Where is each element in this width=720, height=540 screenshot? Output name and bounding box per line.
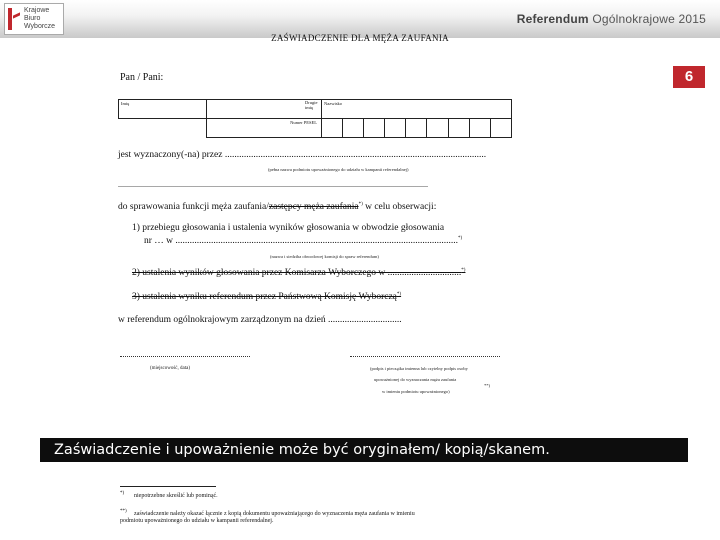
footnote-mark: *) [120,491,125,496]
salutation: Pan / Pani: [120,72,164,83]
place-date-caption: (miejscowość, data) [150,366,190,371]
footnote-2-continued [120,518,273,524]
item-3-line [132,292,401,302]
footnote-1 [120,491,218,499]
grid-spacer [119,119,207,138]
document-title: ZAŚWIADCZENIE DLA MĘŻA ZAUFANIA [271,33,449,43]
logo-line: Krajowe [24,7,50,14]
first-name-label: Imię [121,101,130,106]
pesel-label-cell [207,119,322,138]
item-3-text: 3) ustalenia wyniku referendum przez Państwową Komisję Wyborczą [132,292,397,303]
signature-caption-mark: **) [484,383,490,388]
surname-cell[interactable] [322,100,512,119]
referendum-date-line: w referendum ogólnokrajowym zarządzonym na dzień ............................... [118,315,402,325]
pesel-digit-cell[interactable] [364,119,385,138]
item-1-line-2 [144,236,462,246]
item-1-line-1: 1) przebiegu głosowania i ustalenia wyników głosowania w obwodzie głosowania [132,223,445,233]
footnote-text: niepotrzebne skreślić lub pominąć. [134,493,218,499]
appointed-by-dots: ........................................................................................................................................................... [118,180,428,189]
signature-caption-2: upoważnionej do wyznaczania męża zaufania [374,377,457,382]
footnote-2 [120,509,415,517]
footnote-mark: *) [458,236,463,241]
footnote-text: zaświadczenie należy okazać łącznie z kopią dokumentu upoważniającego do wyznaczenia męża zaufania w imieniu [134,511,415,517]
kbw-logo-icon [8,8,20,30]
pesel-digit-cell[interactable] [448,119,469,138]
logo-line: Biuro [24,15,41,22]
pesel-label: Numer PESEL [290,120,317,125]
function-text-end: w celu obserwacji: [362,202,437,213]
page-number-badge: 6 [673,66,705,88]
signature-caption-3: w imieniu podmiotu upoważnionego) [382,389,450,394]
appointed-by-caption: (pełna nazwa podmiotu upoważnionego do udziału w kampanii referendalnej) [268,167,409,172]
brand-title [517,12,706,26]
brand-rest: Ogólnokrajowe 2015 [592,12,706,26]
personal-data-grid [118,99,512,138]
notice-banner: Zaświadczenie i upoważnienie może być oryginałem/ kopią/skanem. [40,438,688,462]
first-name-cell[interactable] [119,100,207,119]
footnote-mark: *) [358,202,363,207]
function-line [118,202,436,212]
logo-text [24,7,55,31]
pesel-digit-cell[interactable] [343,119,364,138]
grid-row-names [119,100,512,119]
item-2-line [132,268,465,278]
signature-caption-1: (podpis i pieczątka imienna lub czytelny podpis osoby [370,366,468,371]
logo-line: Wyborcze [24,23,56,30]
grid-row-pesel [119,119,512,138]
pesel-digit-cell[interactable] [427,119,448,138]
second-name-label: Drugie imię [305,100,318,110]
item-1-caption: (nazwa i siedziba obwodowej komisji do spraw referendum) [270,254,379,259]
second-name-cell[interactable] [207,100,322,119]
place-date-dots [120,356,250,357]
pesel-digit-cell[interactable] [385,119,406,138]
footnote-mark: **) [120,509,127,514]
signature-dots [350,356,500,357]
item-2-text: 2) ustalenia wyników głosowania przez Komisarza Wyborczego w ............................... [132,268,462,279]
pesel-digit-cell[interactable] [490,119,511,138]
kbw-logo [4,3,64,35]
pesel-digit-cell[interactable] [469,119,490,138]
footnote-mark: *) [461,268,466,273]
footnote-divider [120,486,216,487]
function-text: do sprawowania funkcji męża zaufania/ [118,202,269,213]
surname-label: Nazwisko [324,101,342,106]
footnote-mark: *) [396,292,402,297]
function-strike-text: zastępcy męża zaufania [268,202,359,213]
footnote-text: podmiotu upoważnionego do udziału w kampanii referendalnej. [120,518,274,524]
appointed-by-line: jest wyznaczony(-na) przez .............................................................................................................. [118,150,487,160]
pesel-digit-cell[interactable] [322,119,343,138]
pesel-digit-cell[interactable] [406,119,427,138]
item-1-text: nr … w ....................................................................................................................... [144,236,459,247]
brand-bold: Referendum [516,12,589,26]
